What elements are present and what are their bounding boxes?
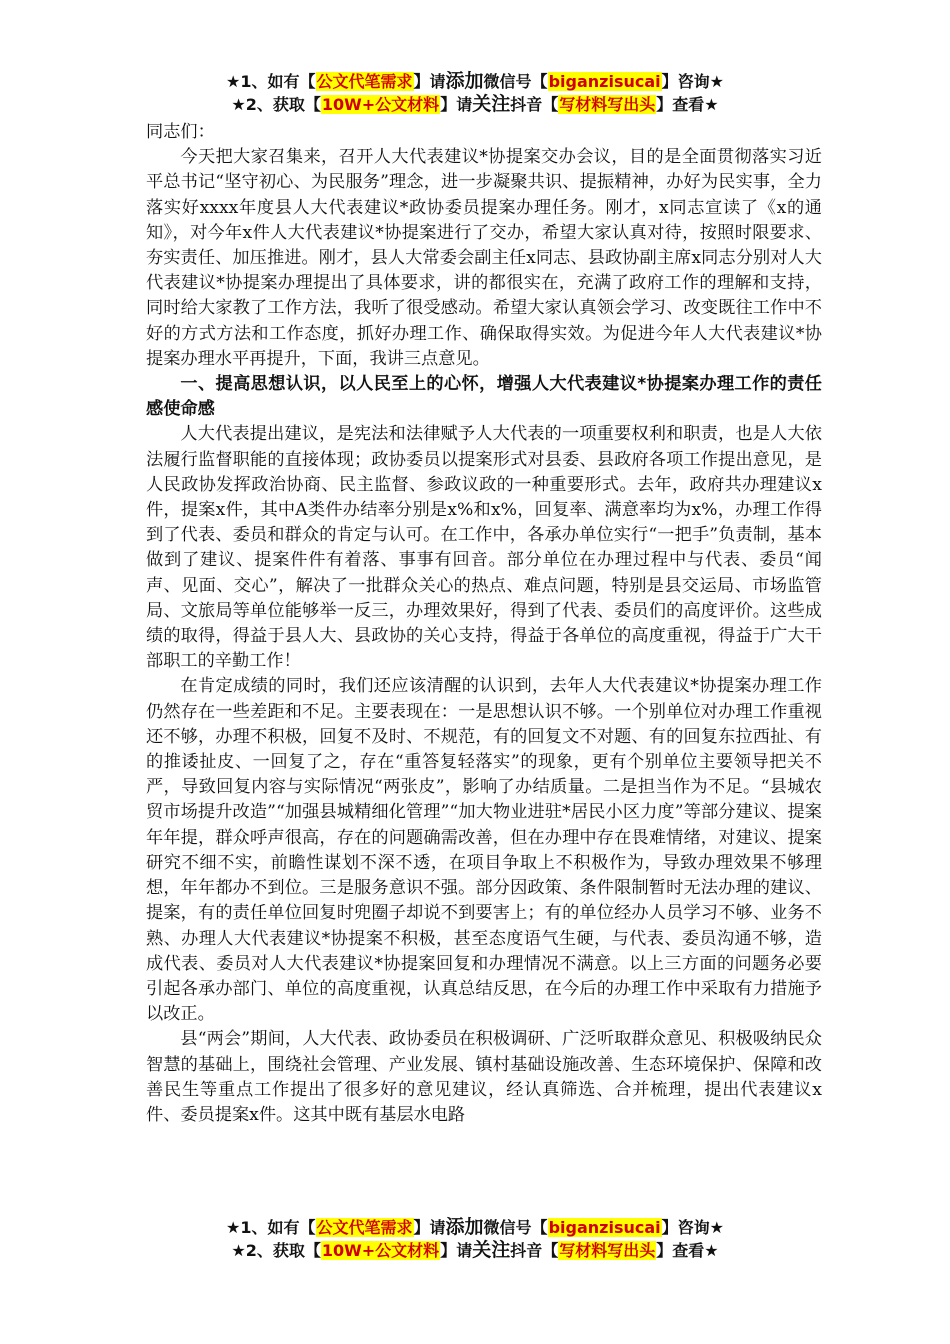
promo-text: 抖音【 (510, 95, 559, 114)
body-paragraph: 人大代表提出建议，是宪法和法律赋予人大代表的一项重要权利和职责，也是人大依法履行监督职能的直接体现；政协委员以提案形式对县委、县政府各项工作提出意见，是人民政协发挥政治协商、民主监督、参政议政的一种重要形式。去年，政府共办理建议x件，提案x件，其中A类件办结率分别是x%和x%，回复率、满意率均为x%，办理工作得到了代表、委员和群众的肯定与认可。在工作中，各承办单位实行“一把手”负责制，基本做到了建议、提案件件有着落、事事有回音。部分单位在办理过程中与代表、委员“闻声、见面、交心”，解决了一批群众关心的热点、难点问题，特别是县交运局、市场监管局、文旅局等单位能够举一反三，办理效果好，得到了代表、委员们的高度评价。这些成绩的取得，得益于县人大、县政协的关心支持，得益于各单位的高度重视，得益于广大干部职工的辛勤工作！ (146, 424, 822, 672)
promo-banner-top (0, 70, 950, 116)
promo-line-2 (0, 93, 950, 116)
promo-text: 】查看★ (656, 95, 719, 114)
promo-highlight: 公文代笔需求 (316, 1218, 413, 1237)
promo-highlight: 10W+公文材料 (321, 1241, 440, 1260)
opening-paragraph: 今天把大家召集来，召开人大代表建议*协提案交办会议，目的是全面贯彻落实习近平总书记“坚守初心、为民服务”理念，进一步凝聚共识、提振精神，办好为民实事，全力落实好xxxx年度县人大代表建议*政协委员提案办理任务。刚才，x同志宣读了《x的通知》，对今年x件人大代表建议*协提案进行了交办，希望大家认真对待，按照时限要求、夯实责任、加压推进。刚才，县人大常委会副主任x同志、县政协副主席x同志分别对人大代表建议*协提案办理提出了具体要求，讲的都很实在，充满了政府工作的理解和支持，同时给大家教了工作方法，我听了很受感动。希望大家认真领会学习、改变既往工作中不好的方式方法和工作态度，抓好办理工作、确保取得实效。为促进今年人大代表建议*协提案办理水平再提升，下面，我讲三点意见。 (146, 147, 822, 369)
promo-emphasis: 添加 (445, 1216, 484, 1238)
promo-emphasis: 添加 (445, 70, 484, 92)
promo-text: 】咨询★ (661, 1218, 724, 1237)
promo-banner-bottom (0, 1216, 950, 1262)
promo-text: ★1、如有【 (226, 1218, 316, 1237)
body-paragraph: 县“两会”期间，人大代表、政协委员在积极调研、广泛听取群众意见、积极吸纳民众智慧的基础上，围绕社会管理、产业发展、镇村基础设施改善、生态环境保护、保障和改善民生等重点工作提出了很多好的意见建议，经认真筛选、合并梳理，提出代表建议x件、委员提案x件。这其中既有基层水电路 (146, 1029, 822, 1125)
promo-text: ★1、如有【 (226, 72, 316, 91)
promo-emphasis: 关注 (472, 93, 511, 115)
salutation: 同志们： (146, 122, 215, 142)
promo-text: 】查看★ (656, 1241, 719, 1260)
promo-highlight: biganzisucai (548, 1218, 661, 1237)
promo-text: 抖音【 (510, 1241, 559, 1260)
promo-text: 】请 (440, 95, 473, 114)
promo-line-1 (0, 1216, 950, 1239)
promo-text: 】请 (413, 72, 446, 91)
promo-highlight: 10W+公文材料 (321, 95, 440, 114)
promo-text: 】请 (413, 1218, 446, 1237)
promo-text: 】请 (440, 1241, 473, 1260)
promo-text: ★2、获取【 (231, 1241, 321, 1260)
body-paragraph: 在肯定成绩的同时，我们还应该清醒的认识到，去年人大代表建议*协提案办理工作仍然存在一些差距和不足。主要表现在：一是思想认识不够。一个别单位对办理工作重视还不够，办理不积极，回复不及时、不规范，有的回复文不对题、有的回复东拉西扯、有的推诿扯皮、一回复了之，存在“重答复轻落实”的现象，更有个别单位主要领导把关不严，导致回复内容与实际情况“两张皮”，影响了办结质量。二是担当作为不足。“县城农贸市场提升改造”“加强县城精细化管理”“加大物业进驻*居民小区力度”等部分建议、提案年年提，群众呼声很高，存在的问题确需改善，但在办理中存在畏难情绪，对建议、提案研究不细不实，前瞻性谋划不深不透，在项目争取上不积极作为，导致办理效果不够理想，年年都办不到位。三是服务意识不强。部分因政策、条件限制暂时无法办理的建议、提案，有的责任单位回复时兜圈子却说不到要害上；有的单位经办人员学习不够、业务不熟、办理人大代表建议*协提案不积极，甚至态度语气生硬，与代表、委员沟通不够，造成代表、委员对人大代表建议*协提案回复和办理情况不满意。以上三方面的问题务必要引起各承办部门、单位的高度重视，认真总结反思，在今后的办理工作中采取有力措施予以改正。 (146, 676, 822, 1025)
promo-text: 微信号【 (483, 72, 548, 91)
promo-line-1 (0, 70, 950, 93)
promo-line-2 (0, 1239, 950, 1262)
promo-text: 】咨询★ (661, 72, 724, 91)
document-body (146, 120, 822, 1128)
promo-text: ★2、获取【 (231, 95, 321, 114)
promo-highlight: biganzisucai (548, 72, 661, 91)
promo-highlight: 公文代笔需求 (316, 72, 413, 91)
promo-emphasis: 关注 (472, 1239, 511, 1261)
promo-highlight: 写材料写出头 (559, 1241, 656, 1260)
promo-text: 微信号【 (483, 1218, 548, 1237)
promo-highlight: 写材料写出头 (559, 95, 656, 114)
section-heading-1: 一、提高思想认识，以人民至上的心怀，增强人大代表建议*协提案办理工作的责任感使命感 (146, 374, 822, 420)
